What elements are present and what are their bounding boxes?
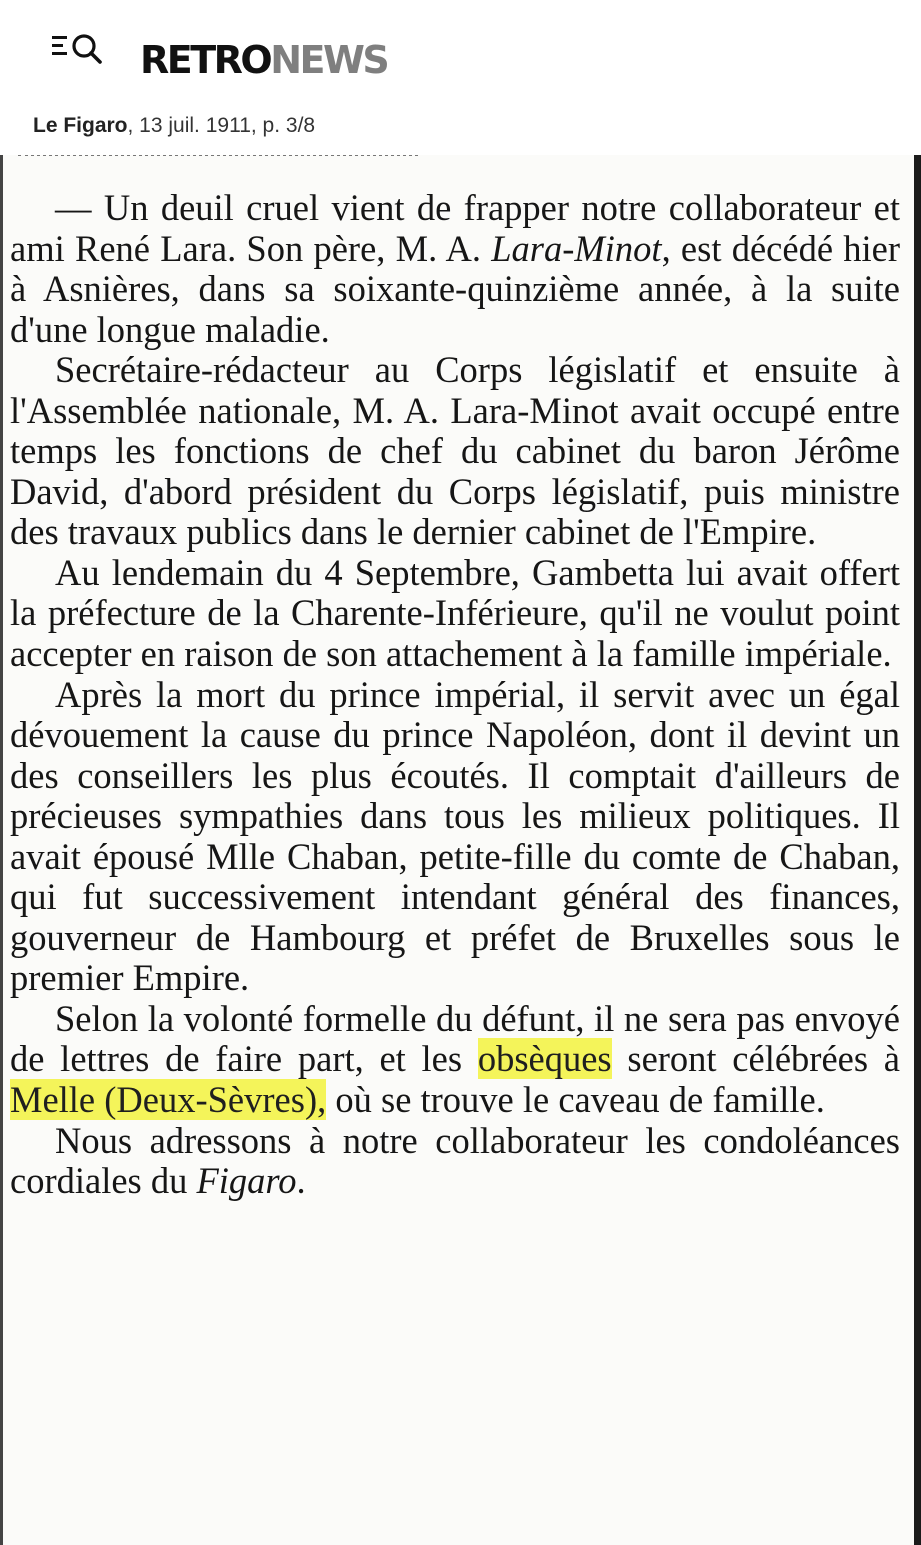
p5-text-c: où se trouve le caveau de famille. xyxy=(326,1079,825,1121)
p6-italic-figaro: Figaro xyxy=(196,1160,297,1202)
p6-text-b: . xyxy=(296,1160,306,1202)
newspaper-name: Le Figaro xyxy=(33,114,128,137)
scan-cut-line xyxy=(18,155,418,166)
highlight-melle: Melle (Deux-Sèvres), xyxy=(10,1079,327,1121)
scan-border-right xyxy=(914,155,921,1545)
highlight-obseques: obsèques xyxy=(477,1038,612,1080)
paragraph-4: Après la mort du prince impérial, il servit avec un égal dévouement la cause du prince Napoléon, dont il devint un des conseillers les plus écoutés. Il comptait d'ailleurs de précieuses sympathies dans tous les milieux politiques. Il avait épousé Mlle Chaban, petite-fille du comte de Chaban, qui fut successivement intendant général des finances, gouverneur de Hambourg et préfet de Bruxelles sous le premier Empire. xyxy=(10,673,900,999)
menu-search-icon xyxy=(50,32,106,68)
issue-date-page: , 13 juil. 1911, p. 3/8 xyxy=(127,114,316,137)
paragraph-1 xyxy=(10,188,900,350)
app-header xyxy=(0,0,921,100)
p6-text-a: Nous adressons à notre collaborateur les condoléances cordiales du xyxy=(10,1119,900,1202)
menu-search-button[interactable] xyxy=(50,32,106,68)
paragraph-6 xyxy=(10,1121,900,1202)
p1-italic-name: Lara-Minot xyxy=(491,227,662,269)
source-citation xyxy=(33,111,315,141)
article-text xyxy=(10,188,900,1202)
retronews-logo[interactable] xyxy=(140,36,387,84)
scan-border-left xyxy=(0,155,3,1545)
paragraph-3: Au lendemain du 4 Septembre, Gambetta lui avait offert la préfecture de la Charente-Inférieure, qu'il ne voulut point accepter en raison de son attachement à la famille impériale. xyxy=(10,551,900,675)
p5-text-b: seront célébrées à xyxy=(611,1038,900,1080)
p1-text: — Un deuil cruel vient de frapper notre collaborateur et ami René Lara. Son père, M. A. xyxy=(10,187,900,269)
logo-news: NEWS xyxy=(270,38,388,82)
logo-retro: RETRO xyxy=(140,38,271,82)
p5-text-a: Selon la volonté formelle du défunt, il ne sera pas envoyé de lettres de faire part, et les xyxy=(10,997,900,1080)
paragraph-5 xyxy=(10,999,900,1121)
paragraph-2: Secrétaire-rédacteur au Corps législatif et ensuite à l'Assemblée nationale, M. A. Lara-Minot avait occupé entre temps les fonctions de chef du cabinet du baron Jérôme David, d'abord président du Corps législatif, puis ministre des travaux publics dans le dernier cabinet de l'Empire. xyxy=(10,349,900,553)
newspaper-scan xyxy=(0,155,921,1545)
p1-text-after: , est décédé hier à Asnières, dans sa soixante-quinzième année, à la suite d'une longue maladie. xyxy=(10,227,901,350)
